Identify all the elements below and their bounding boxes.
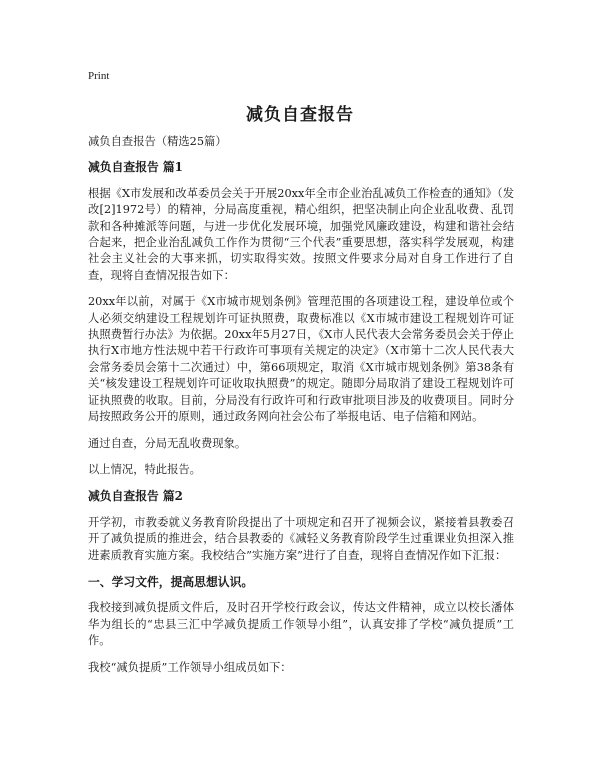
paragraph: 我校“减负提质”工作领导小组成员如下： [88, 660, 292, 674]
document-body [88, 134, 514, 686]
section-heading-2: 减负自查报告 篇2 [88, 489, 183, 504]
paragraph: 通过自查，分局无乱收费现象。 [88, 436, 247, 450]
paragraph: 我校接到减负提质文件后，及时召开学校行政会议，传达文件精神，成立以校长潘体华为组长的“忠县三汇中学减负提质工作领导小组”，认真安排了学校“减负提质”工作。 [88, 601, 514, 648]
paragraph: 根据《X市发展和改革委员会关于开展20xx年全市企业治乱减负工作检查的通知》（发改[2]1972号）的精神，分局高度重视，精心组织，把坚决制止向企业乱收费、乱罚款和各种摊派等问题，与进一步优化发展环境，加强党风廉政建设，构建和谐社会结合起来，把企业治乱减负工作作为贯彻“三个代表”重要思想，落实科学发展观，构建社会主义社会的大事来抓，切实取得实效。按照文件要求分局对自身工作进行了自查，现将自查情况报告如下： [88, 186, 514, 282]
print-link[interactable]: Print [88, 70, 110, 82]
document-subtitle: 减负自查报告（精选25篇） [88, 135, 227, 148]
paragraph: 以上情况，特此报告。 [88, 462, 201, 476]
paragraph: 20xx年以前，对属于《X市城市规划条例》管理范围的各项建设工程，建设单位或个人必须交纳建设工程规划许可证执照费，取费标准以《X市城市建设工程规划许可证执照费暂行办法》为依据。20xx年5月27日，《X市人民代表大会常务委员会关于停止执行X市地方性法规中若干行政许可事项有关规定的决定》（X市第十二次人民代表大会常务委员会第十二次通过）中，第66项规定，取消《X市城市规划条例》第38条有关“核发建设工程规划许可证收取执照费”的规定。随即分局取消了建设工程规划许可证执照费的收取。目前，分局没有行政许可和行政审批项目涉及的收费项目。同时分局按照政务公开的原则，通过政务网向社会公布了举报电话、电子信箱和网站。 [88, 295, 514, 424]
page-title: 减负自查报告 [246, 105, 354, 125]
section-heading-1: 减负自查报告 篇1 [88, 160, 183, 175]
paragraph: 开学初，市教委就义务教育阶段提出了十项规定和召开了视频会议，紧接着县教委召开了减负提质的推进会，结合县教委的《减轻义务教育阶段学生过重课业负担深入推进素质教育实施方案。我校结合”实施方案”进行了自查，现将自查情况作如下汇报： [88, 515, 514, 562]
subsection-heading: 一、学习文件，提高思想认识。 [88, 574, 254, 589]
